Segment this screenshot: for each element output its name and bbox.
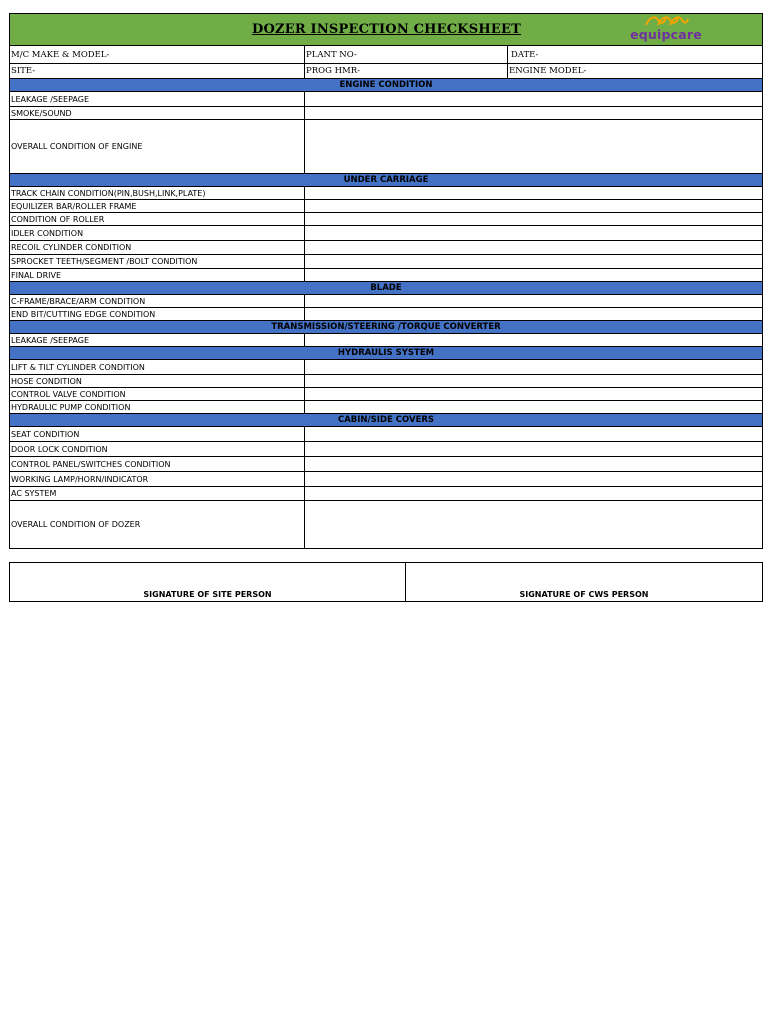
checklist-row	[10, 401, 763, 414]
item-label: SPROCKET TEETH/SEGMENT /BOLT CONDITION	[10, 255, 305, 269]
checklist-row	[10, 92, 763, 107]
section-header-engine	[10, 79, 763, 92]
item-remark-cell[interactable]	[305, 360, 763, 375]
item-remark-cell[interactable]	[305, 200, 763, 213]
logo-swirl-icon	[644, 14, 690, 28]
section-header-transmission	[10, 321, 763, 334]
item-remark-cell[interactable]	[305, 427, 763, 442]
item-remark-cell[interactable]	[305, 388, 763, 401]
info-row-1	[10, 46, 763, 64]
engine-model-field[interactable]: ENGINE MODEL-	[508, 64, 763, 79]
checklist-row	[10, 120, 763, 174]
prog-hmr-field[interactable]: PROG HMR-	[305, 64, 508, 79]
equipcare-logo	[616, 14, 716, 45]
item-remark-cell[interactable]	[305, 334, 763, 347]
item-remark-cell[interactable]	[305, 107, 763, 120]
item-label: OVERALL CONDITION OF DOZER	[10, 501, 305, 549]
checklist-row	[10, 427, 763, 442]
item-remark-cell[interactable]	[305, 472, 763, 487]
signature-site-person[interactable]: SIGNATURE OF SITE PERSON	[10, 563, 406, 602]
checklist-row	[10, 200, 763, 213]
section-title: HYDRAULIS SYSTEM	[10, 347, 763, 360]
item-remark-cell[interactable]	[305, 92, 763, 107]
checklist-row	[10, 501, 763, 549]
plant-no-field[interactable]: PLANT NO-	[305, 46, 508, 64]
item-label: C-FRAME/BRACE/ARM CONDITION	[10, 295, 305, 308]
section-header-blade	[10, 282, 763, 295]
item-remark-cell[interactable]	[305, 213, 763, 226]
item-remark-cell[interactable]	[305, 308, 763, 321]
item-label: AC SYSTEM	[10, 487, 305, 501]
section-header-undercarriage	[10, 174, 763, 187]
item-remark-cell[interactable]	[305, 457, 763, 472]
section-header-hydraulic	[10, 347, 763, 360]
item-remark-cell[interactable]	[305, 255, 763, 269]
item-remark-cell[interactable]	[305, 375, 763, 388]
signature-cws-person[interactable]: SIGNATURE OF CWS PERSON	[406, 563, 763, 602]
info-row-2	[10, 64, 763, 79]
item-remark-cell[interactable]	[305, 501, 763, 549]
item-label: LIFT & TILT CYLINDER CONDITION	[10, 360, 305, 375]
section-title: UNDER CARRIAGE	[10, 174, 763, 187]
checklist-row	[10, 388, 763, 401]
item-label: HYDRAULIC PUMP CONDITION	[10, 401, 305, 414]
checklist-row	[10, 295, 763, 308]
item-remark-cell[interactable]	[305, 241, 763, 255]
checklist-row	[10, 187, 763, 200]
item-label: EQUILIZER BAR/ROLLER FRAME	[10, 200, 305, 213]
checklist-row	[10, 241, 763, 255]
logo-text: equipcare	[630, 27, 702, 42]
item-remark-cell[interactable]	[305, 295, 763, 308]
item-label: FINAL DRIVE	[10, 269, 305, 282]
checklist-row	[10, 255, 763, 269]
inspection-checksheet-table	[9, 13, 763, 549]
item-label: CONTROL PANEL/SWITCHES CONDITION	[10, 457, 305, 472]
item-label: LEAKAGE /SEEPAGE	[10, 334, 305, 347]
checklist-row	[10, 457, 763, 472]
checklist-row	[10, 107, 763, 120]
checklist-row	[10, 442, 763, 457]
section-title: TRANSMISSION/STEERING /TORQUE CONVERTER	[10, 321, 763, 334]
item-remark-cell[interactable]	[305, 120, 763, 174]
item-label: TRACK CHAIN CONDITION(PIN,BUSH,LINK,PLATE)	[10, 187, 305, 200]
item-label: LEAKAGE /SEEPAGE	[10, 92, 305, 107]
date-field[interactable]: DATE-	[508, 46, 763, 64]
item-label: OVERALL CONDITION OF ENGINE	[10, 120, 305, 174]
item-label: IDLER CONDITION	[10, 226, 305, 241]
checklist-row	[10, 472, 763, 487]
title-cell	[10, 14, 763, 46]
title-row	[10, 14, 763, 46]
site-field[interactable]: SITE-	[10, 64, 305, 79]
section-header-cabin	[10, 414, 763, 427]
checklist-row	[10, 213, 763, 226]
checklist-row	[10, 375, 763, 388]
item-remark-cell[interactable]	[305, 487, 763, 501]
item-label: SMOKE/SOUND	[10, 107, 305, 120]
item-remark-cell[interactable]	[305, 187, 763, 200]
page-title: DOZER INSPECTION CHECKSHEET	[252, 22, 521, 37]
item-label: DOOR LOCK CONDITION	[10, 442, 305, 457]
item-remark-cell[interactable]	[305, 269, 763, 282]
item-remark-cell[interactable]	[305, 226, 763, 241]
item-label: END BIT/CUTTING EDGE CONDITION	[10, 308, 305, 321]
checklist-row	[10, 269, 763, 282]
item-label: RECOIL CYLINDER CONDITION	[10, 241, 305, 255]
checklist-row	[10, 487, 763, 501]
item-label: WORKING LAMP/HORN/INDICATOR	[10, 472, 305, 487]
item-remark-cell[interactable]	[305, 442, 763, 457]
checklist-row	[10, 360, 763, 375]
signature-row	[10, 563, 763, 602]
checklist-row	[10, 334, 763, 347]
make-model-field[interactable]: M/C MAKE & MODEL-	[10, 46, 305, 64]
checklist-row	[10, 226, 763, 241]
signature-table	[9, 562, 763, 602]
item-label: SEAT CONDITION	[10, 427, 305, 442]
checklist-row	[10, 308, 763, 321]
item-label: CONTROL VALVE CONDITION	[10, 388, 305, 401]
item-label: HOSE CONDITION	[10, 375, 305, 388]
section-title: CABIN/SIDE COVERS	[10, 414, 763, 427]
item-label: CONDITION OF ROLLER	[10, 213, 305, 226]
section-title: ENGINE CONDITION	[10, 79, 763, 92]
section-title: BLADE	[10, 282, 763, 295]
item-remark-cell[interactable]	[305, 401, 763, 414]
